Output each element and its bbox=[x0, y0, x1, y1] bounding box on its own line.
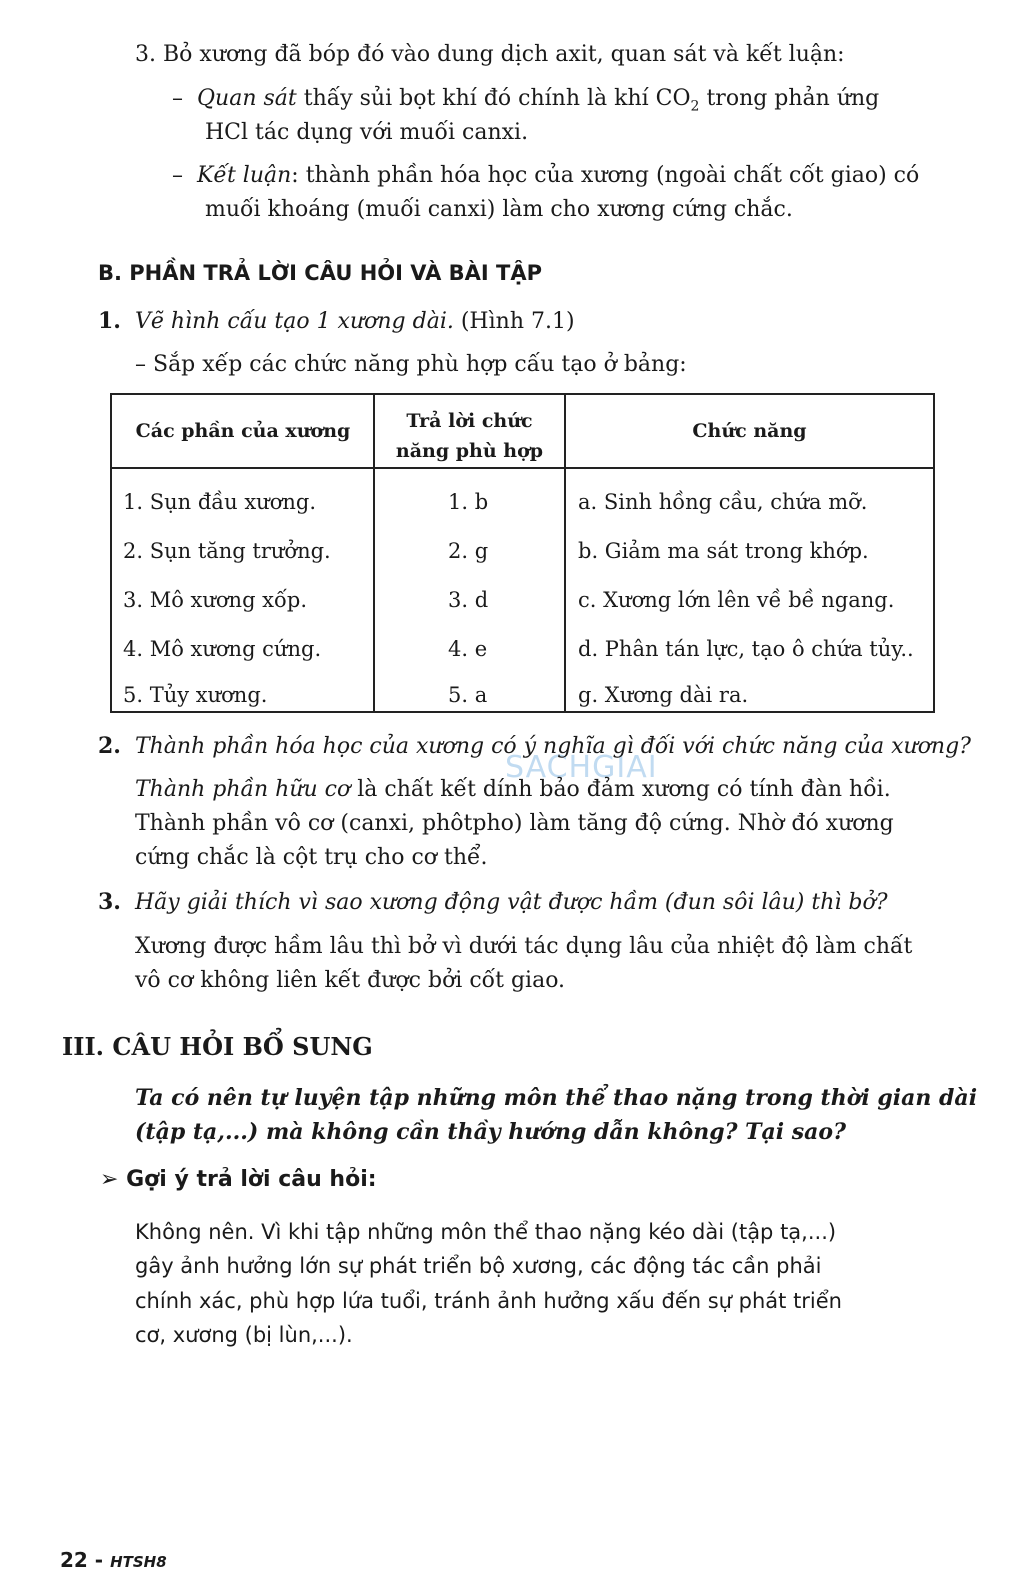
row-2-part: 2. Sụn tăng trưởng. bbox=[123, 539, 331, 563]
observation-line: – Quan sát thấy sủi bọt khí đó chính là khí $CO_2$ trong phản ứng bbox=[172, 86, 880, 115]
row-5-function: g. Xương dài ra. bbox=[578, 683, 749, 707]
question-1-ref: (Hình 7.1) bbox=[453, 309, 575, 334]
answer-3-line-1: Xương được hầm lâu thì bở vì dưới tác dụng lâu của nhiệt độ làm chất bbox=[135, 934, 913, 959]
section-iii-heading: III. CÂU HỎI BỔ SUNG bbox=[62, 1032, 373, 1061]
table-top-border bbox=[110, 393, 935, 395]
supplementary-question-2: (tập tạ,...) mà không cần thầy hướng dẫn không? Tại sao? bbox=[135, 1119, 846, 1145]
supplementary-question-1: Ta có nên tự luyện tập những môn thể thao nặng trong thời gian dài bbox=[135, 1085, 978, 1111]
arrow-icon: ➢ bbox=[100, 1167, 119, 1192]
answer-line-1: Không nên. Vì khi tập những môn thể thao nặng kéo dài (tập tạ,...) bbox=[135, 1220, 837, 1244]
section-b-heading: B. PHẦN TRẢ LỜI CÂU HỎI VÀ BÀI TẬP bbox=[98, 261, 542, 285]
row-5-part: 5. Tủy xương. bbox=[123, 683, 268, 707]
bone-function-table bbox=[110, 393, 935, 713]
answer-line-2: gây ảnh hưởng lớn sự phát triển bộ xương, các động tác cần phải bbox=[135, 1254, 822, 1278]
observation-text: thấy sủi bọt khí đó chính là khí CO bbox=[296, 86, 691, 111]
question-3 bbox=[98, 887, 888, 918]
hint-heading bbox=[100, 1165, 377, 1195]
conclusion-text: : thành phần hóa học của xương (ngoài chất cốt giao) có bbox=[291, 163, 920, 188]
row-5-answer: 5. a bbox=[448, 683, 488, 707]
row-1-function: a. Sinh hồng cầu, chứa mỡ. bbox=[578, 490, 868, 514]
answer-2-line-2: Thành phần vô cơ (canxi, phôtpho) làm tăng độ cứng. Nhờ đó xương bbox=[135, 811, 894, 836]
header-answer-1: Trả lời chức bbox=[406, 410, 533, 432]
table-left-border bbox=[110, 393, 112, 713]
observation-line-2: HCl tác dụng với muối canxi. bbox=[205, 120, 529, 145]
question-2-number: 2. bbox=[98, 733, 121, 759]
conclusion-line-2: muối khoáng (muối canxi) làm cho xương cứng chắc. bbox=[205, 197, 793, 222]
page-footer bbox=[60, 1548, 167, 1572]
answer-line-3: chính xác, phù hợp lứa tuổi, tránh ảnh hưởng xấu đến sự phát triển bbox=[135, 1289, 842, 1313]
step-3-text: 3. Bỏ xương đã bóp đó vào dung dịch axit, quan sát và kết luận: bbox=[135, 42, 845, 67]
row-1-part: 1. Sụn đầu xương. bbox=[123, 490, 316, 514]
answer-2-text: là chất kết dính bảo đảm xương có tính đàn hồi. bbox=[350, 777, 891, 802]
row-2-answer: 2. g bbox=[448, 539, 489, 563]
table-bottom-border bbox=[110, 711, 935, 713]
row-3-answer: 3. d bbox=[448, 588, 489, 612]
row-4-part: 4. Mô xương cứng. bbox=[123, 637, 322, 661]
row-2-function: b. Giảm ma sát trong khớp. bbox=[578, 539, 869, 563]
book-code: HTSH8 bbox=[110, 1553, 167, 1571]
answer-2-line-1 bbox=[135, 775, 891, 805]
conclusion-line: – Kết luận: thành phần hóa học của xương (ngoài chất cốt giao) có bbox=[172, 163, 920, 188]
row-1-answer: 1. b bbox=[448, 490, 489, 514]
table-header-border bbox=[110, 467, 935, 469]
question-1-text: Vẽ hình cấu tạo 1 xương dài. bbox=[134, 309, 454, 334]
question-2-text: Thành phần hóa học của xương có ý nghĩa gì đối với chức năng của xương? bbox=[134, 734, 971, 759]
answer-2-label: Thành phần hữu cơ bbox=[135, 777, 351, 802]
answer-3-line-2: vô cơ không liên kết được bởi cốt giao. bbox=[135, 968, 566, 993]
observation-text-end: trong phản ứng bbox=[699, 86, 880, 111]
question-2 bbox=[98, 731, 971, 762]
question-3-text: Hãy giải thích vì sao xương động vật được hầm (đun sôi lâu) thì bở? bbox=[134, 890, 888, 915]
conclusion-label: Kết luận bbox=[197, 163, 292, 188]
row-3-part: 3. Mô xương xốp. bbox=[123, 588, 307, 612]
header-answer-2: năng phù hợp bbox=[395, 440, 544, 462]
co2-subscript: 2 bbox=[690, 98, 700, 115]
question-3-number: 3. bbox=[98, 889, 121, 915]
row-3-function: c. Xương lớn lên về bề ngang. bbox=[578, 588, 895, 612]
observation-label: Quan sát bbox=[197, 86, 297, 111]
watermark: SACHGIAI bbox=[505, 750, 658, 785]
header-parts: Các phần của xương bbox=[135, 420, 351, 442]
table-right-border bbox=[933, 393, 935, 713]
answer-line-4: cơ, xương (bị lùn,...). bbox=[135, 1323, 353, 1347]
page-number: 22 - bbox=[60, 1548, 104, 1572]
row-4-answer: 4. e bbox=[448, 637, 488, 661]
row-4-function: d. Phân tán lực, tạo ô chứa tủy.. bbox=[578, 637, 914, 661]
hint-label: Gợi ý trả lời câu hỏi: bbox=[126, 1167, 377, 1192]
question-1-number: 1. bbox=[98, 308, 121, 334]
answer-2-line-3: cứng chắc là cột trụ cho cơ thể. bbox=[135, 845, 488, 870]
question-1 bbox=[98, 306, 575, 337]
question-1-sub: – Sắp xếp các chức năng phù hợp cấu tạo ở bảng: bbox=[135, 352, 687, 377]
header-function: Chức năng bbox=[692, 420, 807, 442]
